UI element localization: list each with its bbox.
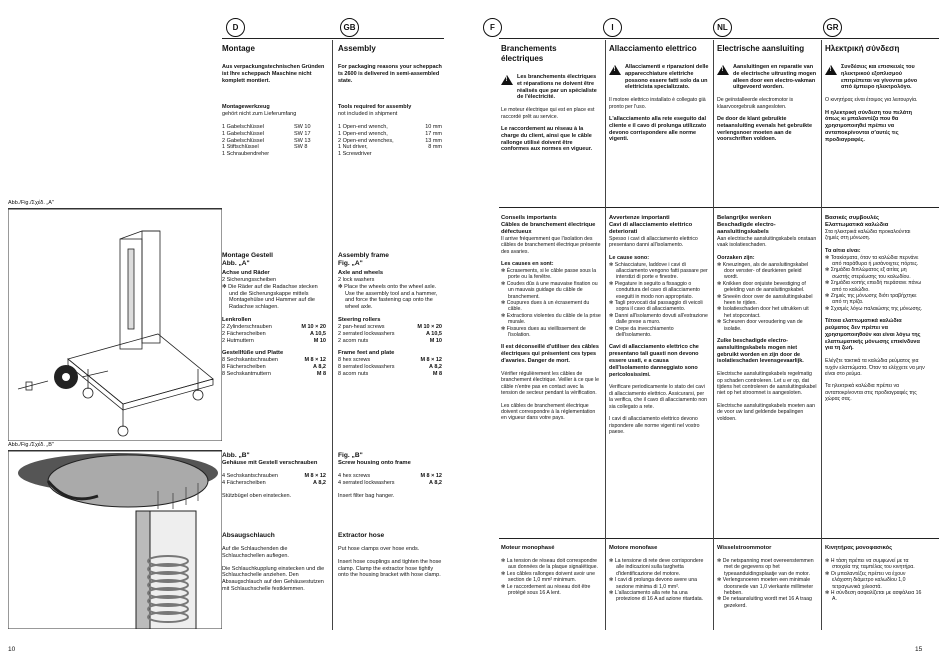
list-item: 4 Fächerscheiben A 8,2	[222, 479, 326, 486]
list-item: ✻ Fissures dues au vieillissement de l'isolation.	[501, 325, 586, 339]
de-steer-title: Lenkrollen	[222, 316, 252, 323]
gb-feet-title: Frame feet and plate	[338, 350, 395, 357]
list-item: ✻ Σχισμές λόγω παλαιώσης της μόνωσης.	[825, 305, 923, 312]
figure-b-illustration	[8, 451, 222, 629]
column-divider	[605, 40, 606, 630]
de-hose-title: Absaugschlauch	[222, 532, 275, 539]
f-causes: Les causes en sont:	[501, 261, 554, 268]
nl-warning: ! Aansluitingen en reparatie van de electrische uitrusting mogen alleen door een electro-vakman uitgevoerd worden.	[717, 64, 817, 91]
warning-icon	[717, 65, 729, 75]
f-cable: Les câbles de branchement électrique doivent correspondre à la réglementation en vigueur dans votre pays.	[501, 402, 596, 422]
gr-top	[825, 44, 925, 144]
list-item: 8 Sechskantschrauben M 8 × 12	[222, 357, 326, 364]
i-advice	[609, 215, 709, 435]
de-hose-section	[222, 532, 326, 593]
de-tools-sub: gehört nicht zum Lieferumfang	[222, 111, 297, 118]
de-axle-title: Achse und Räder	[222, 270, 270, 276]
nl-motor	[717, 545, 817, 609]
gb-hose-p2: Insert hose couplings and tighten the hose clamp. Clamp the extractor hose tightly onto the housing bracket with hose clamp.	[338, 558, 442, 579]
nl-p2: De door de klant gebruikte netaansluiting evenals het gebruikte verlengsnoer moeten aan de voorschriften voldoen.	[717, 116, 813, 143]
gr-title: Ηλεκτρική σύνδεση	[825, 44, 900, 53]
list-item: ✻ Crepe da invecchiamento dell'isolamento.	[609, 325, 674, 339]
list-item: 4 Sechskantschrauben M 8 × 12	[222, 473, 326, 479]
i-p2: L'allacciamento alla rete eseguito dal cliente e il cavo di prolunga utilizzato devono corrispondere alle norme vigenti.	[609, 116, 707, 143]
gr-adv-sub: Ελαττωματικά καλώδια	[825, 222, 889, 228]
gr-p2: Η ηλεκτρική σύνδεση του πελάτη όπως κι μπαλαντέζα που θα χρησιμοποιηθεί πρέπει να ανταποκρίνονται σ'αυτές τις προδιαγραφές.	[825, 109, 912, 143]
fig-b-label: Abb./Fig./Σχέδ. „B"	[8, 442, 54, 448]
list-item: ✻ Le raccordement au réseau doit être protégé sous 16 A lent.	[501, 583, 591, 597]
list-item: ✻ Extractions violentes du câble de la prise murale.	[501, 312, 601, 326]
i-motor-title: Motore monofase	[609, 545, 658, 551]
nl-causes: Oorzaken zijn:	[717, 254, 755, 261]
list-item: 2 Fächerscheiben A 10,5	[222, 330, 326, 337]
figure-a-illustration	[8, 209, 222, 441]
gr-adv-p: Στα ηλεκτρικά καλώδια προκαλούνται ζημιές στη μόνωση.	[825, 229, 911, 242]
list-item: ✻ Isolatieschaden door het uitrukken uit het stopcontact.	[717, 306, 809, 319]
list-item: 8 serrated lockwashers A 8,2	[338, 364, 442, 371]
list-item: ✻ Piegature in seguito a fissaggio o conduttura del cavo di allacciamento eseguiti in modo non appropriato.	[609, 280, 700, 300]
de-frame-fig: Abb. „A"	[222, 260, 250, 267]
list-item: ✻ Οι μπαλαντέζες πρέπει να έχουν ελάχιστη διάμετρο καλωδίου 1,0 τετραγωνικά χιλιοστά.	[825, 570, 906, 590]
column-divider	[332, 40, 333, 630]
fig-a-label: Abb./Fig./Σχέδ. „A"	[8, 200, 54, 206]
list-item: 1 Nut driver, 8 mm	[338, 144, 442, 151]
list-item: ✻ Tagli provocati dal passaggio di veicoli sopra il cavo di allacciamento.	[609, 300, 703, 313]
list-item: ✻ Écrasements, si le câble passe sous la porte ou la fenêtre.	[501, 268, 597, 281]
list-item: 1 Stiftschlüssel SW 8	[222, 144, 308, 151]
list-item: 4 hex screws M 8 × 12	[338, 473, 442, 479]
de-frame-section	[222, 252, 326, 378]
nl-adv-p: Aan electrische aansluitingskabels onstaan vaak isolatieschaden.	[717, 236, 817, 249]
list-item: ✻ De netspanning moet overeenstemmen met de gegevens op het typeaanduidingsplaatje van de motor.	[717, 558, 814, 577]
nl-adv-title: Belangrijke wenken	[717, 215, 772, 221]
gb-b-note: Insert filter bag hanger.	[338, 492, 395, 499]
f-danger: Il est déconseillé d'utiliser des câbles électriques qui présentent ces types d'avaries. Danger de mort.	[501, 344, 599, 365]
nl-check: Electrische aansluitingskabels regelmatig op schaden controleren. Let u er op, dat tijdens het controleren de aansluitingskabel niet op het stroomnet is aangesloten.	[717, 371, 817, 397]
gb-axle-title: Axle and wheels	[338, 270, 384, 276]
gr-danger: Τέτοια ελαττωματικά καλώδια ρεύματος δεν πρέπει να χρησιμοποιηθούν και είναι λόγω της ελαττωματικής μόνωσης επικίνδυνα για τη ζωή.	[825, 318, 921, 352]
de-b-section	[222, 452, 326, 499]
gr-p1: Ο κινητήρας είναι έτοιμος για λειτουργία.	[825, 97, 918, 104]
de-axle-bullet: ✻ Die Räder auf die Radachse stecken und die Sicherungskappe mittels Montagehülse und Hammer auf die Radachse schlagen.	[222, 283, 318, 311]
list-item: ✻ Σημάδια κοπής επειδή περάσανε πάνω από το καλώδιο.	[825, 280, 922, 293]
gb-hose-p1: Put hose clamps over hose ends.	[338, 546, 420, 552]
nl-advice	[717, 215, 817, 422]
gr-motor-title: Κινητήρας μονοφασικός	[825, 545, 893, 551]
list-item: ✻ Η σύνδεση ασφαλίζεται με ασφάλεια 16 A.	[825, 590, 922, 603]
list-item: 2 Open-end wrenches, 13 mm	[338, 137, 442, 144]
lang-badge-nl: NL	[713, 18, 732, 37]
fig-b-box	[8, 450, 222, 629]
f-motor-title: Moteur monophasé	[501, 545, 555, 551]
nl-title: Electrische aansluiting	[717, 44, 805, 53]
de-b-fig: Abb. „B"	[222, 452, 250, 459]
list-item: 2 Hutmuttern M 10	[222, 337, 326, 344]
list-item: ✻ Kneuzingen, als de aansluitingskabel door venster- of deurkieren geleid wordt.	[717, 261, 809, 281]
gb-b-section	[338, 452, 442, 499]
i-top	[609, 44, 709, 143]
list-item: 2 acorn nuts M 10	[338, 337, 442, 344]
de-b-sub: Gehäuse mit Gestell verschrauben	[222, 460, 318, 466]
gb-b-sub: Screw housing onto frame	[338, 460, 411, 466]
i-adv-title: Avvertenze importanti	[609, 215, 670, 221]
de-hose-p1: Auf die Schlauchenden die Schlauchschellen aufiegen.	[222, 546, 289, 559]
de-b-note: Stützbügel oben einstecken.	[222, 492, 292, 499]
list-item: ✻ Knikken door onjuiste bevestiging of geleiding van de aansluitingskabel.	[717, 280, 806, 294]
list-item: ✻ Coupures dues à un écrasement du câble.	[501, 300, 590, 313]
gb-b-fig: Fig. „B"	[338, 452, 363, 459]
nl-adv-sub: Beschadigde electro-aansluitingskabels	[717, 222, 776, 235]
column-divider	[821, 40, 822, 630]
gr-cable: Τα ηλεκτρικά καλώδια πρέπει να ανταποκρίνονται στις προδιαγραφές της χώρας σας.	[825, 383, 917, 403]
i-adv-sub: Cavi di allacciamento elettrico deteriorati	[609, 222, 693, 235]
gb-tools-title: Tools required for assembly	[338, 104, 412, 111]
list-item: 1 Schraubendreher	[222, 151, 270, 158]
list-item: ✻ Danni all'isolamento dovuti all'estrazione dalle prese a muro.	[609, 312, 708, 326]
f-top	[501, 44, 601, 153]
f-p2: Le raccordement au réseau à la charge du client, ainsi que le câble rallonge utilisé doivent être conformes aux normes en vigueur.	[501, 126, 593, 153]
list-item: ✻ Scheuren door veroudering van de isolatie.	[717, 319, 803, 332]
warning-icon	[501, 75, 513, 85]
list-item: 8 Fächerscheiben A 8,2	[222, 364, 326, 371]
list-item: ✻ Les câbles rallonges doivent avoir une section de 1,0 mm² minimum.	[501, 570, 596, 584]
de-tools-title: Montagewerkzeug	[222, 104, 270, 111]
list-item: ✻ Σημάδια διπλώματος εξ αιτίας μη σωστής στερέωσης του καλωδίου.	[825, 267, 911, 280]
list-item: 1 Open-end wrench, 10 mm	[338, 123, 442, 130]
gb-intro: For packaging reasons your scheppach ts 2600 is delivered in semi-assembled state.	[338, 64, 442, 84]
gb-tools-sub: not included in shipment	[338, 111, 398, 118]
list-item: ✻ Ζημιές της μόνωσης διότι τραβήχτηκε από τη πρίζα.	[825, 293, 917, 306]
f-warning: ! Les branchements électriques et réparations ne doivent être réalisés que par un spécialiste de l'électricité.	[501, 74, 601, 101]
gb-frame-fig: Fig. „A"	[338, 260, 363, 267]
f-p1: Le moteur électrique qui est en place est raccordé prêt au service.	[501, 107, 595, 120]
de-column	[222, 44, 326, 158]
list-item: ✻ Verlengsnoeren moeten een minimale doorsnede van 1,0 vierkante millimeter hebben.	[717, 577, 814, 597]
top-rule-right	[499, 38, 939, 39]
f-motor	[501, 545, 601, 596]
list-item: 8 acorn nuts M 8	[338, 370, 442, 377]
lang-badge-de: D	[226, 18, 245, 37]
gb-frame-section	[338, 252, 442, 378]
i-warning: ! Allacciamenti e riparazioni delle apparecchiature elettriche possono essere fatti solo da un elettricista specializzato.	[609, 64, 709, 91]
i-title: Allacciamento elettrico	[609, 44, 697, 53]
nl-cable: Electrische aansluitingskabels moeten aan de voor uw land geldende bepalingen voldoen.	[717, 402, 816, 422]
list-item: 1 Gabelschlüssel SW 17	[222, 130, 311, 137]
i-p1: Il motore elettrico installato è collegato già pronto per l'uso.	[609, 97, 706, 110]
lang-badge-gr: GR	[823, 18, 842, 37]
gb-title: Assembly	[338, 44, 376, 53]
gr-adv-title: Βασικές συμβουλές	[825, 215, 879, 221]
lang-badge-gb: GB	[340, 18, 359, 37]
right-page	[475, 0, 950, 672]
list-item: ✻ Τσακίσματα, όταν τα καλώδια περνάνε από παράθυρα ή μισάνοιχτες πόρτες.	[825, 254, 919, 268]
f-adv-p: Il arrive fréquemment que l'isolation des câbles de branchement électrique présente des avaries.	[501, 236, 601, 255]
warning-icon	[609, 65, 621, 75]
top-rule	[222, 38, 444, 39]
list-item: 2 pan-head screws M 10 × 20	[338, 323, 442, 330]
gr-causes: Τα αίτια είναι:	[825, 247, 861, 254]
f-title: Branchements électriques	[501, 44, 557, 63]
de-frame-title: Montage Gestell	[222, 252, 273, 259]
warning-icon	[825, 65, 837, 75]
page-number-right: 15	[915, 646, 923, 653]
f-check: Vérifier régulièrement les câbles de branchement électrique. Veiller à ce que le câble n'entre pas en contact avec la tension de secteur pendant la vérification.	[501, 370, 600, 397]
nl-motor-title: Wisselstroommotor	[717, 545, 772, 551]
list-item: ✻ I cavi di prolunga devono avere una sezione minima di 1,0 mm².	[609, 577, 697, 590]
i-motor	[609, 545, 709, 603]
de-hose-p2: Die Schlauchkupplung einstecken und die Schlauchschelle anziehen. Den Absaugschlauch auf den Gehäusestutzen mit Schlauchschelle festklemmen.	[222, 565, 325, 592]
list-item: 1 Screwdriver	[338, 151, 372, 158]
lang-badge-f: F	[483, 18, 502, 37]
lang-badge-i: I	[603, 18, 622, 37]
de-axle-item: 2 Sicherungsscheiben	[222, 277, 277, 283]
list-item: ✻ L'allacciamento alla rete ha una protezione di 16 A ad azione ritardata.	[609, 590, 704, 603]
list-item: ✻ La tension de réseau doit correspondre aux données de la plaque signalétique.	[501, 558, 598, 571]
column-divider	[713, 40, 714, 630]
gr-motor	[825, 545, 925, 603]
mid-rule-right	[499, 207, 939, 208]
de-title: Montage	[222, 44, 255, 53]
gr-warning: ! Συνδέσεις και επισκευές του ηλεκτρικού εξοπλισμού επιτρέπεται να γίνονται μόνο από έμπειρο ηλεκτρολόγο.	[825, 64, 925, 91]
list-item: ✻ Η τάση πρέπει να συμφωνεί με τα στοιχεία της ταμπέλας του κινητήρα.	[825, 558, 915, 571]
hose-icon	[148, 556, 188, 622]
gb-steer-title: Steering rollers	[338, 316, 381, 323]
i-adv-p: Spesso i cavi di allacciamento elettrico presentano danni all'isolamento.	[609, 236, 698, 249]
list-item: 2 Gabelschlüssel SW 13	[222, 137, 311, 144]
list-item: ✻ Coudes dûs à une mauvaise fixation ou un mauvais guidage du câble de branchement.	[501, 280, 598, 300]
i-cable: I cavi di allacciamento elettrico devono rispondere alle norme vigenti nel vostro paese.	[609, 416, 700, 435]
gb-column	[338, 44, 442, 158]
i-causes: Le cause sono:	[609, 254, 650, 261]
fig-a-box	[8, 208, 222, 441]
wheel-icon	[54, 365, 78, 389]
list-item: 2 serrated lockwashers A 10,5	[338, 330, 442, 337]
gb-frame-title: Assembly frame	[338, 252, 389, 259]
list-item: 8 Sechskantmuttern M 8	[222, 370, 326, 377]
gb-axle-bullet: ✻ Place the wheels onto the wheel axle. Use the assembly tool and a hammer, and force the fastening cap onto the wheel axle.	[338, 283, 438, 311]
list-item: ✻ Schiacciature, laddove i cavi di allacciamento vengono fatti passare per interstizi di porte e finestre.	[609, 261, 708, 281]
nl-danger: Zulke beschadigde electro-aansluitingskabels mogen niet gebruikt worden en zijn door de isolatieschaden levensgevaarlijk.	[717, 338, 804, 365]
list-item: 1 Gabelschlüssel SW 10	[222, 123, 311, 130]
nl-p1: De geïnstalleerde electromotor is klaarvoorgebruik aangesloten.	[717, 97, 794, 110]
f-advice	[501, 215, 601, 422]
f-adv-sub: Câbles de branchement électrique défectueux	[501, 222, 596, 235]
list-item: ✻ De netaansluiting wordt met 16 A traag gezekerd.	[717, 596, 812, 609]
list-item: 4 serrated lockwashers A 8,2	[338, 479, 442, 486]
de-intro: Aus verpackungstechnischen Gründen ist Ihre scheppach Maschine nicht komplett montiert.	[222, 64, 325, 84]
list-item: 2 Zylinderschrauben M 10 × 20	[222, 323, 326, 330]
gr-check: Ελέγξτε τακτικά τα καλώδια ρεύματος για τυχόν ελαττώματα. Όταν τα ελέγχετε να μην είναι στο ρεύμα.	[825, 358, 925, 378]
i-danger: Cavi di allacciamento elettrico che presentano tali guasti non devono essere usati, e a causa dell'isolamento danneggiato sono pericolosissimi.	[609, 344, 699, 378]
list-item: 1 Open-end wrench, 17 mm	[338, 130, 442, 137]
page-number-left: 10	[8, 646, 16, 653]
gb-axle-item: 2 lock washers	[338, 277, 375, 283]
gb-hose-section	[338, 532, 442, 579]
gb-hose-title: Extractor hose	[338, 532, 385, 539]
f-adv-title: Conseils importants	[501, 215, 557, 221]
gr-advice	[825, 215, 925, 403]
list-item: ✻ Sneeën door over de aansluitingskabel heen te rijden.	[717, 293, 813, 307]
list-item: 8 hex screws M 8 × 12	[338, 357, 442, 364]
i-check: Verificare periodicamente lo stato dei cavi di allacciamento elettrico. Assicurarsi, per la verifica, che il cavo di allacciamento non sia collegato a rete.	[609, 384, 708, 410]
list-item: ✻ La tensione di rete deve corrispondere alle indicazioni sulla targhetta d'identificazione del motore.	[609, 558, 704, 577]
de-feet-title: Gestellfüße und Platte	[222, 350, 284, 357]
nl-top	[717, 44, 817, 143]
bottom-rule-right	[499, 538, 939, 539]
